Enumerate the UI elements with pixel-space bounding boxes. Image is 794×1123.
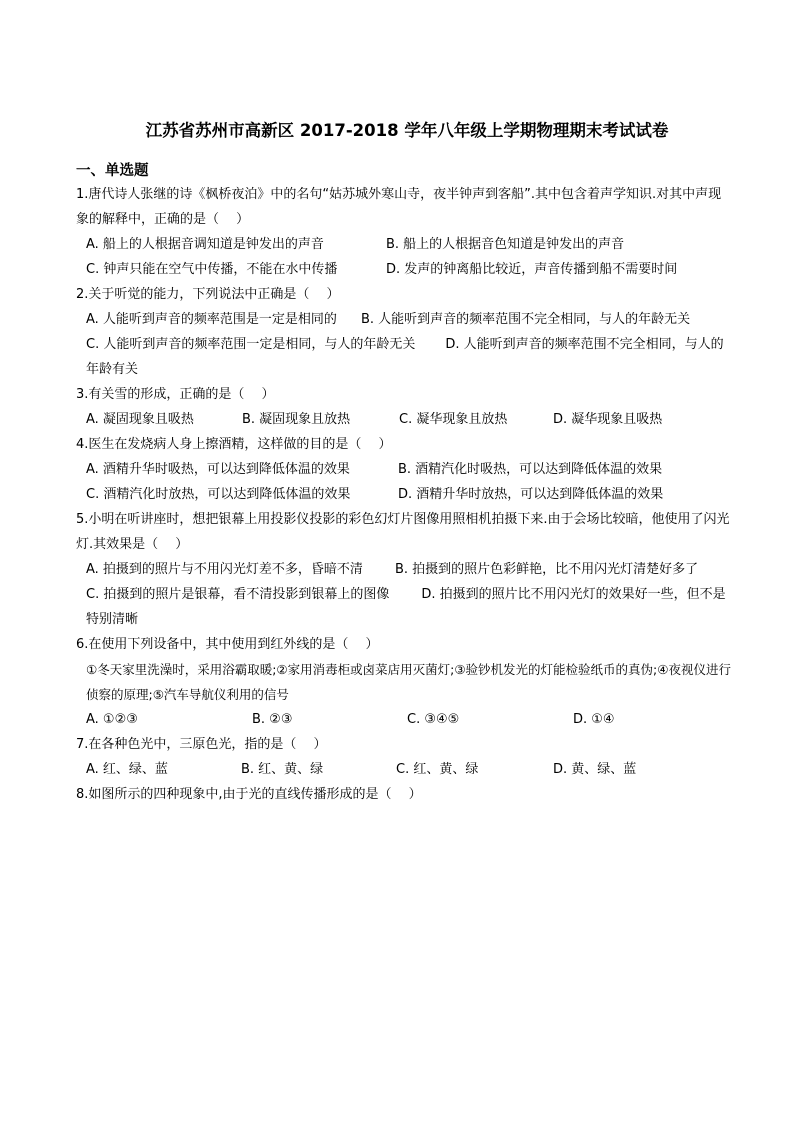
option-a: A. 凝固现象且吸热: [86, 412, 194, 427]
option-b: B. 船上的人根据音色知道是钟发出的声音: [386, 237, 625, 252]
option-b: B. 凝固现象且放热: [242, 412, 351, 427]
question-stem: 1.唐代诗人张继的诗《枫桥夜泊》中的名句“姑苏城外寒山寺，夜半钟声到客船”.其中包含着声学知识.对其中声现象的解释中，正确的是（ ）: [76, 187, 722, 227]
option-d: D. 黄、绿、蓝: [553, 762, 637, 777]
option-c: C. 拍摄到的照片是银幕，看不清投影到银幕上的图像: [86, 587, 390, 602]
question-6: [76, 632, 734, 732]
option-a: A. ①②③: [86, 712, 138, 727]
option-row-cd: [86, 582, 734, 632]
option-a: A. 红、绿、蓝: [86, 762, 168, 777]
option-d: D. 拍摄到的照片比不用闪光灯的效果好一些，但不是特别清晰: [86, 587, 726, 627]
option-d: D. 人能听到声音的频率范围不完全相同，与人的年龄有关: [86, 337, 724, 377]
question-7: [76, 732, 734, 782]
option-row-cd: [86, 332, 734, 382]
question-3: [76, 382, 734, 432]
option-b: B. ②③: [252, 712, 293, 727]
option-a: A. 船上的人根据音调知道是钟发出的声音: [86, 237, 324, 252]
question-stem: 4.医生在发烧病人身上擦酒精，这样做的目的是（ ）: [76, 437, 392, 452]
question-stem: 6.在使用下列设备中，其中使用到红外线的是（ ）: [76, 637, 379, 652]
option-c: C. 凝华现象且放热: [399, 412, 508, 427]
question-4: [76, 432, 734, 507]
option-a: A. 人能听到声音的频率范围是一定是相同的: [86, 312, 337, 327]
option-d: D. 酒精升华时放热，可以达到降低体温的效果: [398, 487, 664, 502]
option-b: B. 人能听到声音的频率范围不完全相同，与人的年龄无关: [360, 312, 691, 327]
option-row-ab: [86, 557, 734, 582]
question-stem: 8.如图所示的四种现象中,由于光的直线传播形成的是（ ）: [76, 787, 422, 802]
option-d: D. 凝华现象且吸热: [553, 412, 663, 427]
question-stem: 5.小明在听讲座时，想把银幕上用投影仪投影的彩色幻灯片图像用照相机拍摄下来.由于会场比较暗，他使用了闪光灯.其效果是（ ）: [76, 512, 730, 552]
option-a: A. 酒精升华时吸热，可以达到降低体温的效果: [86, 462, 350, 477]
question-1: [76, 182, 734, 282]
option-d: D. 发声的钟离船比较近，声音传播到船不需要时间: [386, 262, 678, 277]
option-c: C. 钟声只能在空气中传播，不能在水中传播: [86, 262, 338, 277]
option-b: B. 酒精汽化时吸热，可以达到降低体温的效果: [398, 462, 663, 477]
option-b: B. 拍摄到的照片色彩鲜艳，比不用闪光灯清楚好多了: [394, 562, 699, 577]
option-c: C. 人能听到声音的频率范围一定是相同，与人的年龄无关: [86, 337, 416, 352]
question-2: [76, 282, 734, 382]
exam-title: 江苏省苏州市高新区 2017-2018 学年八年级上学期物理期末考试试卷: [145, 121, 669, 140]
option-b: B. 红、黄、绿: [241, 762, 324, 777]
question-note: ①冬天家里洗澡时，采用浴霸取暖;②家用消毒柜或卤菜店用灭菌灯;③验钞机发光的灯能检验纸币的真伪;④夜视仪进行侦察的原理;⑤汽车导航仪利用的信号: [86, 662, 731, 702]
question-stem: 7.在各种色光中，三原色光，指的是（ ）: [76, 737, 327, 752]
option-d: D. ①④: [573, 712, 615, 727]
option-c: C. 红、黄、绿: [396, 762, 479, 777]
question-8: [76, 782, 734, 807]
option-c: C. 酒精汽化时放热，可以达到降低体温的效果: [86, 487, 351, 502]
section-heading: 一、单选题: [76, 163, 149, 179]
question-5: [76, 507, 734, 632]
question-stem: 3.有关雪的形成，正确的是（ ）: [76, 387, 275, 402]
option-c: C. ③④⑤: [407, 712, 460, 727]
option-row-ab: [86, 307, 734, 332]
option-a: A. 拍摄到的照片与不用闪光灯差不多，昏暗不清: [86, 562, 363, 577]
question-stem: 2.关于听觉的能力，下列说法中正确是（ ）: [76, 287, 340, 302]
